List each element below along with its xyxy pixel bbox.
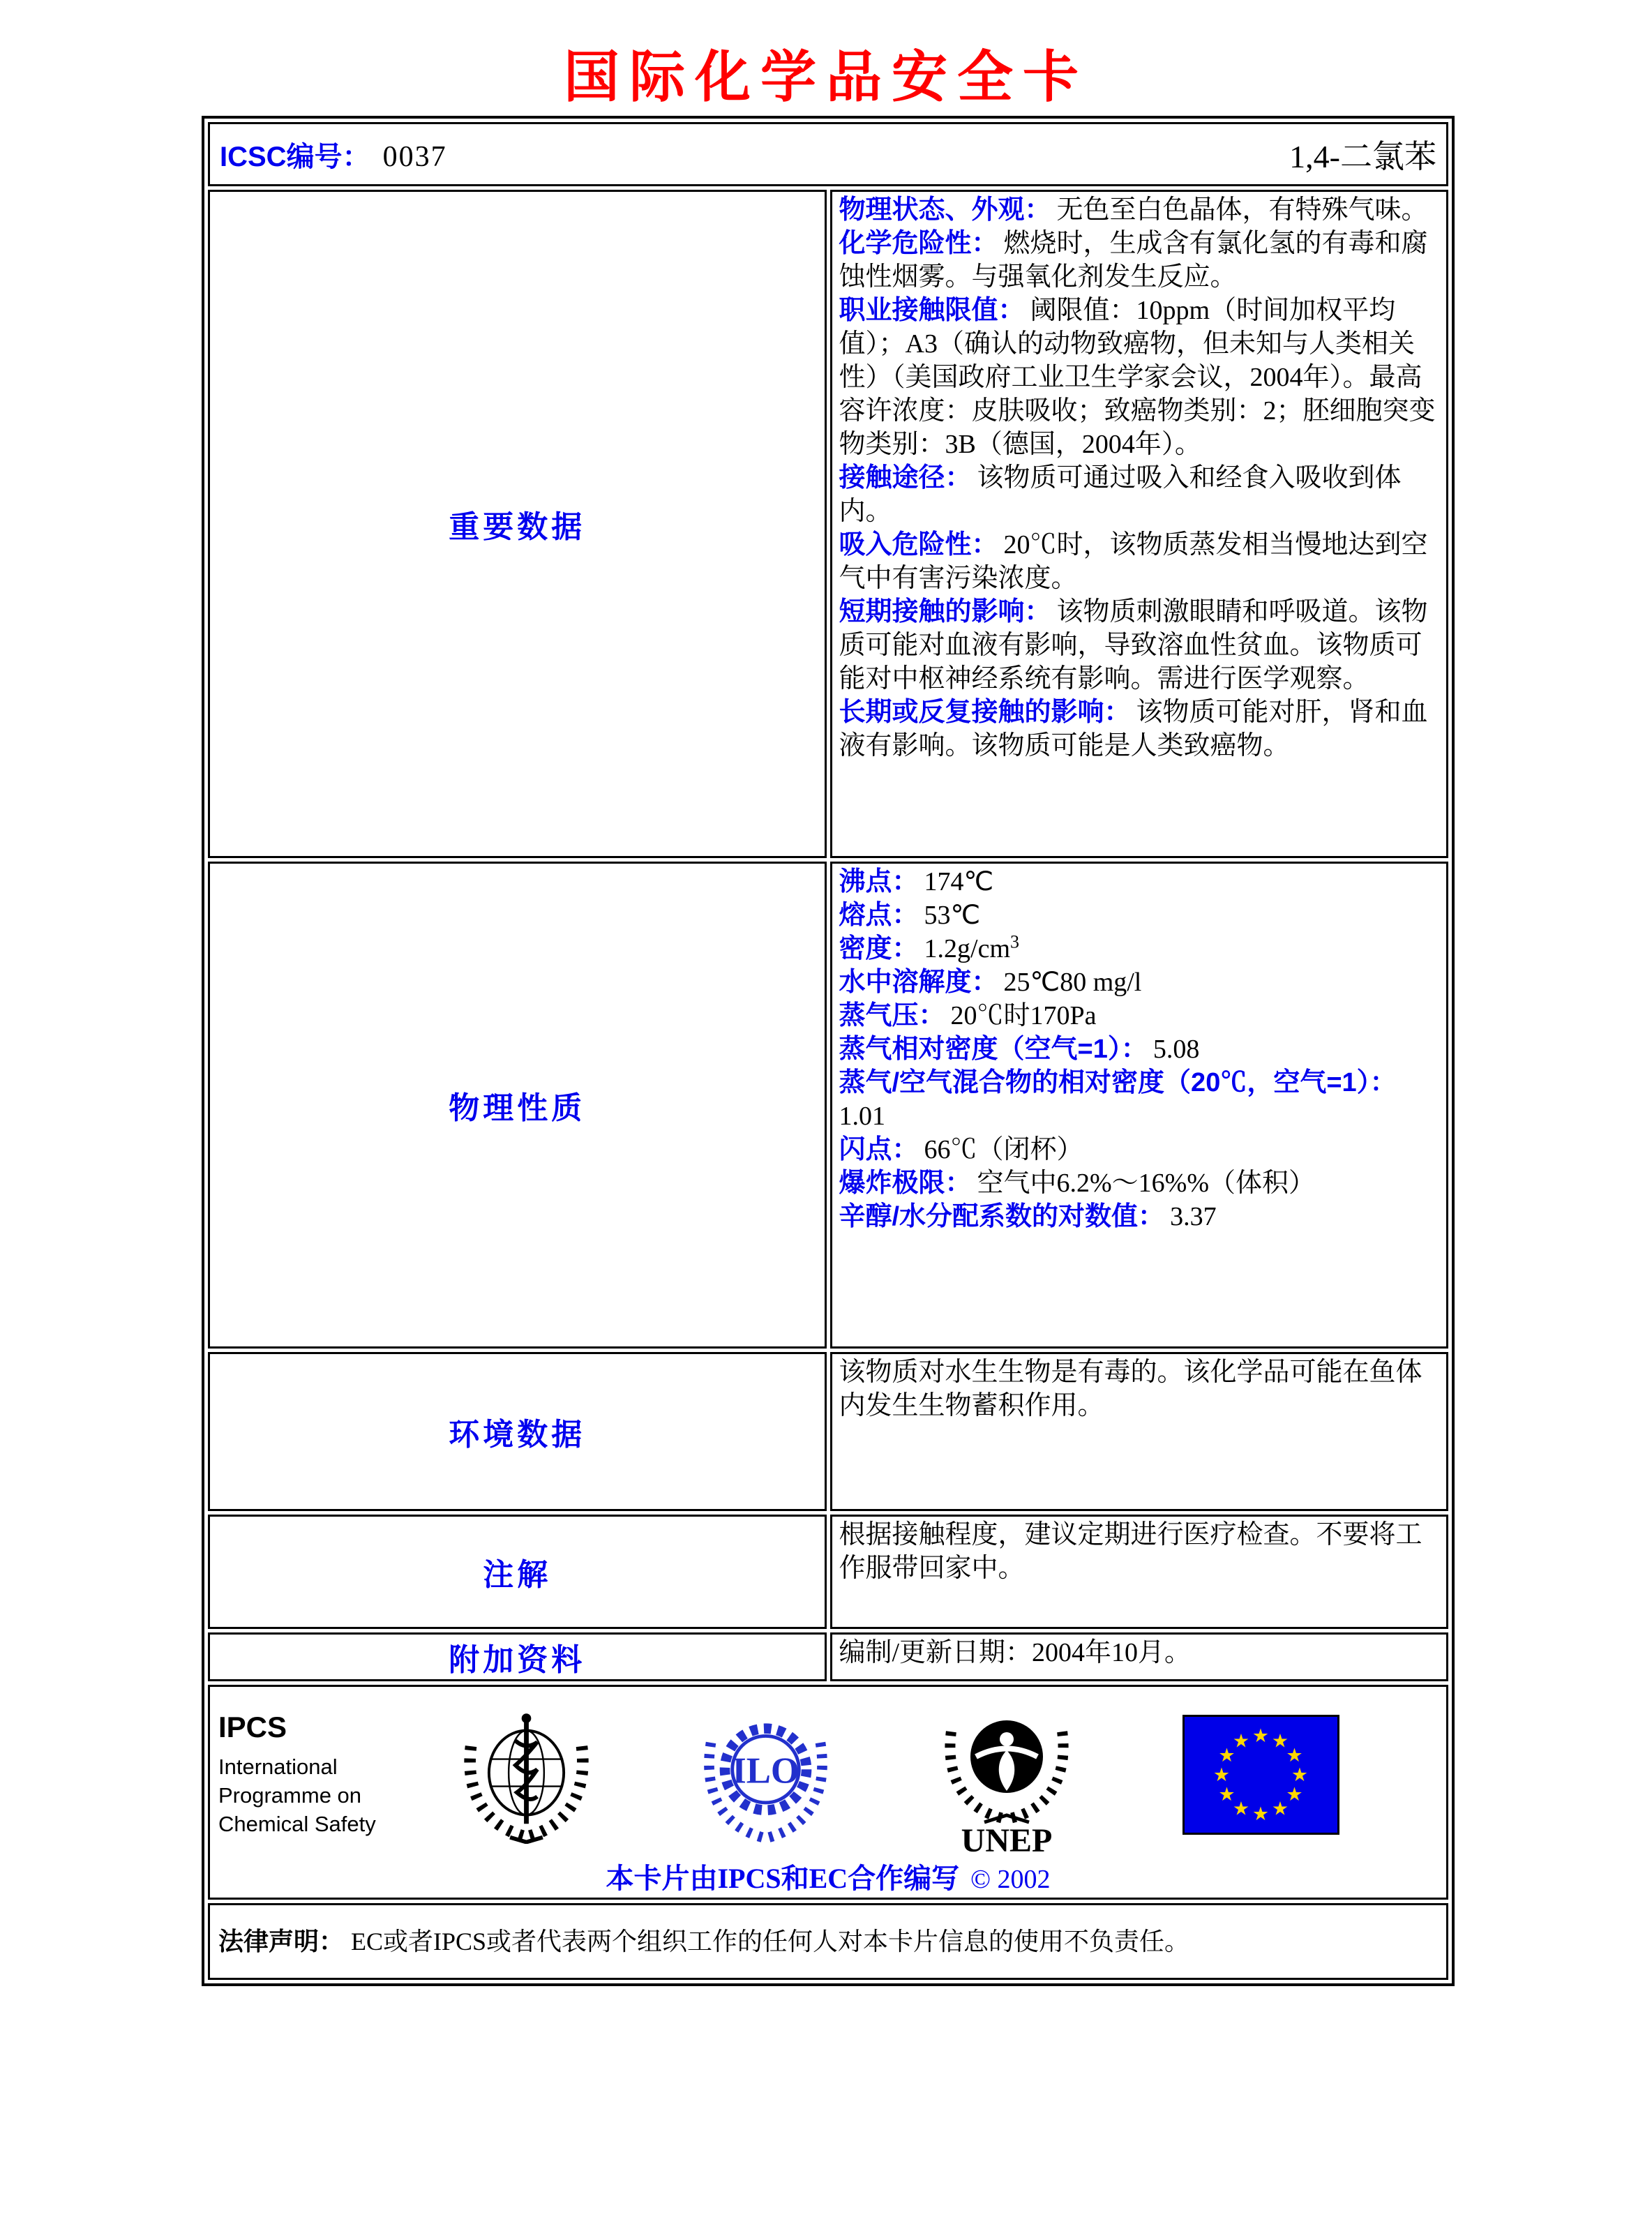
legal-label: 法律声明：	[218, 1927, 345, 1955]
prop-octanol-water: 辛醇/水分配系数的对数值： 3.37	[839, 1202, 1217, 1231]
prop-boiling-point: 沸点： 174℃	[839, 867, 994, 896]
svg-text:★: ★	[1232, 1798, 1250, 1819]
who-logo-icon	[458, 1706, 594, 1844]
svg-text:★: ★	[1286, 1783, 1303, 1805]
section-label-environment: 环境数据	[208, 1352, 827, 1511]
legal-row	[208, 1903, 1448, 1980]
prop-density: 密度： $1.2g/cm^3$	[839, 931, 1019, 963]
prop-explosive-limits: 爆炸极限： 空气中6.2%～16%%（体积）	[839, 1169, 1315, 1198]
logos-band	[210, 1692, 1446, 1856]
ipcs-text-block	[210, 1711, 449, 1838]
section-label-physical: 物理性质	[208, 862, 827, 1349]
ipcs-line-2: Programme on	[218, 1783, 362, 1808]
chemical-name: 1,4-二氯苯	[1289, 139, 1436, 174]
logos-row	[208, 1685, 1448, 1900]
svg-text:★: ★	[1271, 1798, 1289, 1819]
svg-text:★: ★	[1252, 1725, 1270, 1747]
physical-properties-row	[208, 862, 1448, 1349]
svg-text:★: ★	[1286, 1744, 1303, 1766]
header-flex	[220, 131, 1436, 177]
important-item-chemical-danger: 化学危险性： 燃烧时，生成含有氯化氢的有毒和腐蚀性烟雾。与强氧化剂发生反应。	[839, 229, 1428, 292]
ilo-logo-icon	[698, 1706, 834, 1844]
icsc-number-value: 0037	[382, 140, 447, 173]
svg-text:★: ★	[1291, 1764, 1309, 1786]
prop-water-solubility: 水中溶解度： 25℃80 mg/l	[839, 968, 1142, 997]
icsc-number-label: ICSC编号：	[220, 141, 370, 172]
svg-text:★: ★	[1232, 1730, 1250, 1752]
svg-text:★: ★	[1218, 1783, 1236, 1805]
notes-content: 根据接触程度，建议定期进行医疗检查。不要将工作服带回家中。	[830, 1515, 1449, 1629]
legal-text: EC或者IPCS或者代表两个组织工作的任何人对本卡片信息的使用不负责任。	[351, 1928, 1190, 1955]
ipcs-line-1: International	[218, 1755, 338, 1779]
unep-logo-icon	[937, 1692, 1076, 1856]
important-item-physical-state: 物理状态、外观： 无色至白色晶体，有特殊气味。	[839, 195, 1428, 225]
additional-row	[208, 1632, 1448, 1681]
notes-row	[208, 1515, 1448, 1629]
icsc-number-group	[220, 135, 447, 174]
additional-content: 编制/更新日期：2004年10月。	[830, 1632, 1449, 1681]
credit-line	[210, 1856, 1446, 1896]
important-item-exposure-routes: 接触途径： 该物质可通过吸入和经食入吸收到体内。	[839, 463, 1402, 526]
density-superscript: 3	[1010, 931, 1019, 952]
important-item-short-term: 短期接触的影响： 该物质刺激眼睛和呼吸道。该物质可能对血液有影响，导致溶血性贫血。该物质可能对中枢神经系统有影响。需进行医学观察。	[839, 597, 1428, 693]
prop-flash-point: 闪点： 66℃（闭杯）	[839, 1135, 1083, 1164]
section-label-additional: 附加资料	[208, 1632, 827, 1681]
important-item-inhalation-risk: 吸入危险性： 20℃时，该物质蒸发相当慢地达到空气中有害污染浓度。	[839, 530, 1428, 593]
prop-melting-point: 熔点： 53℃	[839, 901, 981, 930]
ilo-letters: ILO	[732, 1750, 799, 1792]
important-item-exposure-limits: 职业接触限值： 阈限值：10ppm（时间加权平均值）；A3（确认的动物致癌物，但未知与人类相关性）（美国政府工业卫生学家会议，2004年）。最高容许浓度：皮肤吸收；致癌物类别：2；胚细胞突变物类别：3B（德国，2004年）。	[839, 296, 1436, 459]
icsc-card-table	[202, 116, 1455, 1986]
credit-text: 本卡片由IPCS和EC合作编写	[606, 1863, 960, 1894]
physical-properties-content	[830, 862, 1449, 1349]
header-row	[208, 122, 1448, 186]
important-item-long-term: 长期或反复接触的影响： 该物质可能对肝，肾和血液有影响。该物质可能是人类致癌物。	[839, 698, 1428, 760]
svg-text:★: ★	[1218, 1744, 1236, 1766]
copyright-text: © 2002	[970, 1865, 1051, 1894]
important-data-content	[830, 190, 1449, 858]
svg-text:★: ★	[1252, 1803, 1270, 1825]
eu-flag-icon	[1182, 1715, 1339, 1835]
important-data-row	[208, 190, 1448, 858]
svg-text:★: ★	[1212, 1764, 1231, 1786]
ipcs-line-3: Chemical Safety	[218, 1812, 376, 1836]
section-label-important: 重要数据	[208, 190, 827, 858]
environment-row	[208, 1352, 1448, 1511]
prop-vapor-density: 蒸气相对密度（空气=1）： 5.08	[839, 1035, 1200, 1064]
prop-vapor-pressure: 蒸气压： 20℃时170Pa	[839, 1001, 1097, 1030]
page-title: 国际化学品安全卡	[564, 46, 1088, 108]
ipcs-title: IPCS	[218, 1711, 287, 1743]
prop-vapor-air-density: 蒸气/空气混合物的相对密度（20℃，空气=1）：1.01	[839, 1068, 1397, 1131]
svg-text:★: ★	[1271, 1730, 1289, 1752]
environment-content: 该物质对水生生物是有毒的。该化学品可能在鱼体内发生生物蓄积作用。	[830, 1352, 1449, 1511]
unep-letters: UNEP	[961, 1822, 1053, 1856]
section-label-notes: 注解	[208, 1515, 827, 1629]
